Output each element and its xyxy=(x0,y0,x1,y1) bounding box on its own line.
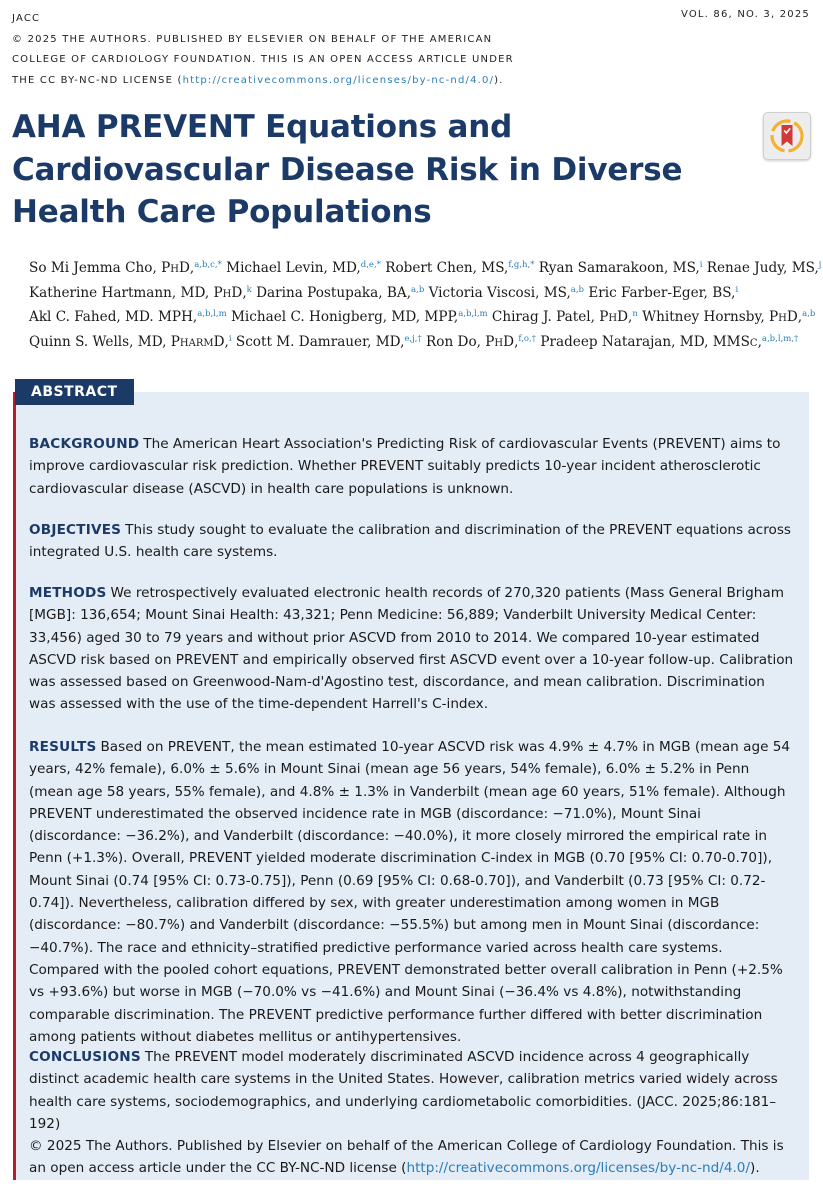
author-entry xyxy=(381,260,535,276)
author-entry: Whitney Hornsby, PhD,$^{a,b}$ xyxy=(637,309,816,325)
author-line xyxy=(29,281,819,306)
check-for-updates-button[interactable] xyxy=(763,112,811,160)
author-entry xyxy=(222,260,381,276)
author-name: Robert Chen, MS, xyxy=(380,260,509,276)
author-name: Akl C. Fahed, MD. MPH, xyxy=(29,309,198,325)
license-prefix: THE CC BY-NC-ND LICENSE ( xyxy=(12,74,183,86)
author-name: Katherine Hartmann, MD, xyxy=(29,284,214,301)
author-name: Quinn S. Wells, MD, xyxy=(29,333,171,350)
affiliation-link[interactable]: a,b,c,* xyxy=(194,260,222,270)
affiliation-link[interactable]: i xyxy=(699,260,703,270)
affiliation-link[interactable]: f,o,† xyxy=(518,333,537,344)
copyright-line-2: COLLEGE OF CARDIOLOGY FOUNDATION. THIS IS AN OPEN ACCESS ARTICLE UNDER xyxy=(12,54,514,65)
affiliation-link[interactable]: j xyxy=(818,260,822,270)
author-entry xyxy=(232,334,422,350)
author-name: Michael Levin, MD, xyxy=(221,260,361,276)
author-name: Chirag J. Patel, xyxy=(487,309,600,325)
author-entry xyxy=(699,260,822,276)
license-suffix: ). xyxy=(494,74,504,86)
author-name: Victoria Viscosi, MS, xyxy=(424,284,571,301)
affiliation-link[interactable]: k xyxy=(246,284,252,295)
author-entry xyxy=(584,285,738,301)
author-line xyxy=(29,256,822,281)
author-name: Ron Do, xyxy=(421,333,486,350)
author-list xyxy=(29,256,822,354)
author-name: Whitney Hornsby, xyxy=(637,309,769,325)
abstract-results xyxy=(29,736,795,1048)
section-heading: BACKGROUND xyxy=(29,436,140,452)
author-entry: Quinn S. Wells, MD, PharmD,$^i$ xyxy=(29,333,232,350)
section-text: We retrospectively evaluated electronic health records of 270,320 patients (Mass General Brigham [MGB]: 136,654; Mount Sinai Health: 43,321; Penn Medicine: 56,889; Vanderbilt University Medical Center: 33,456) aged 30 to 79 years and without prior ASCVD from 2010 to 2014. We compared 10-year estimated ASCVD risk based on PREVENT and empirically observed first ASCVD event over a 10-year follow-up. Calibration was assessed based on Greenwood-Nam-d'Agostino test, discordance, and mean calibration. Discrimination was assessed with the use of the time-dependent Harrell's C-index. xyxy=(29,585,794,713)
section-heading: RESULTS xyxy=(29,739,97,755)
affiliation-link[interactable]: a,b xyxy=(411,284,425,295)
author-degree: PhD xyxy=(213,284,243,301)
affiliation-link[interactable]: i xyxy=(228,333,232,344)
affiliation-link[interactable]: a,b xyxy=(802,309,816,319)
license-suffix: ). xyxy=(750,1160,760,1177)
author-entry xyxy=(424,285,584,301)
author-name: Darina Postupaka, BA, xyxy=(251,284,412,301)
bookmark-check-icon xyxy=(764,113,810,159)
author-name: Eric Farber-Eger, BS, xyxy=(584,284,736,301)
section-heading: OBJECTIVES xyxy=(29,522,122,538)
author-degree: PhD xyxy=(768,309,798,325)
author-name: Pradeep Natarajan, MD, xyxy=(536,333,713,350)
author-entry xyxy=(252,285,424,301)
section-text: This study sought to evaluate the calibration and discrimination of the PREVENT equations across integrated U.S. health care systems. xyxy=(29,522,792,561)
volume-info: VOL. 86, NO. 3, 2025 xyxy=(680,9,810,20)
affiliation-link[interactable]: e,j,† xyxy=(404,333,422,344)
copyright-text: © 2025 The Authors. Published by Elsevier on behalf of the American College of Cardiology Foundation. This is an open access article under the CC BY-NC-ND license ( xyxy=(29,1138,784,1177)
journal-header xyxy=(12,9,514,91)
author-entry: Ron Do, PhD,$^{f,o,\dagger}$ xyxy=(421,333,537,350)
affiliation-link[interactable]: f,g,h,* xyxy=(508,260,535,270)
author-name: Renae Judy, MS, xyxy=(702,260,819,276)
author-degree: PhD xyxy=(485,333,515,350)
author-name: Michael C. Honigberg, MD, MPP, xyxy=(226,309,459,325)
author-line xyxy=(29,305,819,330)
author-line xyxy=(29,330,819,355)
article-title xyxy=(12,106,732,234)
license-link[interactable]: http://creativecommons.org/licenses/by-nc-nd/4.0/ xyxy=(406,1160,751,1177)
author-degree: PharmD xyxy=(170,333,225,350)
affiliation-link[interactable]: a,b xyxy=(570,284,584,295)
author-entry xyxy=(534,260,702,276)
abstract-label: ABSTRACT xyxy=(15,379,134,405)
author-entry: Katherine Hartmann, MD, PhD,$^k$ xyxy=(29,284,252,301)
license-line xyxy=(12,71,514,92)
affiliation-link[interactable]: d,e,* xyxy=(360,260,381,270)
journal-name: JACC xyxy=(12,13,41,24)
author-entry xyxy=(227,309,488,325)
author-name: Scott M. Damrauer, MD, xyxy=(231,333,405,350)
affiliation-link[interactable]: a,b,l,m xyxy=(458,309,488,319)
abstract-background xyxy=(29,433,795,500)
title-line: Cardiovascular Disease Risk in Diverse xyxy=(12,151,683,188)
author-degree: PhD xyxy=(161,260,190,276)
author-entry: So Mi Jemma Cho, PhD,$^{a,b,c,*}$ xyxy=(29,260,222,276)
affiliation-link[interactable]: a,b,l,m xyxy=(197,309,227,319)
section-text: The PREVENT model moderately discriminated ASCVD incidence across 4 geographically distinct academic health care systems in the United States. However, calibration metrics varied widely across health care systems, sociodemographics, and underlying cardiometabolic comorbidities. (JACC. 2025;86:181–192) xyxy=(29,1049,778,1132)
author-entry xyxy=(29,309,227,325)
title-line: Health Care Populations xyxy=(12,194,432,230)
affiliation-link[interactable]: n xyxy=(632,309,638,319)
affiliation-link[interactable]: i xyxy=(735,284,739,295)
section-heading: CONCLUSIONS xyxy=(29,1049,141,1065)
abstract-conclusions xyxy=(29,1046,795,1180)
copyright-line-1: © 2025 THE AUTHORS. PUBLISHED BY ELSEVIER ON BEHALF OF THE AMERICAN xyxy=(12,33,493,45)
section-heading: METHODS xyxy=(29,585,107,601)
author-degree: MMSc xyxy=(712,333,758,350)
author-name: Ryan Samarakoon, MS, xyxy=(534,260,700,276)
author-name: So Mi Jemma Cho, xyxy=(29,260,162,276)
title-line: AHA PREVENT Equations and xyxy=(12,109,513,145)
author-entry: Pradeep Natarajan, MD, MMSc,$^{a,b,l,m,\dagger}$ xyxy=(536,333,799,350)
author-entry: Chirag J. Patel, PhD,$^n$ xyxy=(487,309,638,325)
abstract-objectives xyxy=(29,519,795,564)
author-degree: PhD xyxy=(599,309,629,325)
license-link[interactable]: http://creativecommons.org/licenses/by-nc-nd/4.0/ xyxy=(182,74,495,86)
section-text: The American Heart Association's Predicting Risk of cardiovascular Events (PREVENT) aims to improve cardiovascular risk prediction. Whether PREVENT suitably predicts 10-year incident atherosclerotic cardiovascular disease (ASCVD) in health care populations is unknown. xyxy=(29,436,781,497)
abstract-methods xyxy=(29,582,795,716)
section-text: Based on PREVENT, the mean estimated 10-year ASCVD risk was 4.9% ± 4.7% in MGB (mean age 54 years, 42% female), 6.0% ± 5.6% in Mount Sinai (mean age 56 years, 54% female), 6.0% ± 5.2% in Penn (mean age 58 years, 55% female), and 4.8% ± 1.3% in Vanderbilt (mean age 60 years, 51% female). Although PREVENT underestimated the observed incidence rate in MGB (discordance: −71.0%), Mount Sinai (discordance: −36.2%), and Vanderbilt (discordance: −40.0%), it more closely mirrored the empirical rate in Penn (+1.3%). Overall, PREVENT yielded moderate discrimination C-index in MGB (0.70 [95% CI: 0.70-0.70]), Mount Sinai (0.74 [95% CI: 0.73-0.75]), Penn (0.69 [95% CI: 0.68-0.70]), and Vanderbilt (0.73 [95% CI: 0.72-0.74]). Nevertheless, calibration differed by sex, with greater underestimation among women in MGB (discordance: −80.7%) and Vanderbilt (discordance: −55.5%) but among men in Mount Sinai (discordance: −40.7%). The race and ethnicity–stratified predictive performance varied across health care systems. Compared with the pooled cohort equations, PREVENT demonstrated better overall calibration in Penn (+2.5% vs +93.6%) but worse in MGB (−70.0% vs −41.6%) and Mount Sinai (−36.4% vs 4.8%), notwithstanding comparable discrimination. The PREVENT predictive performance further differed with better discrimination among patients without diabetes mellitus or antihypertensives. xyxy=(29,739,791,1045)
affiliation-link[interactable]: a,b,l,m,† xyxy=(761,333,799,344)
